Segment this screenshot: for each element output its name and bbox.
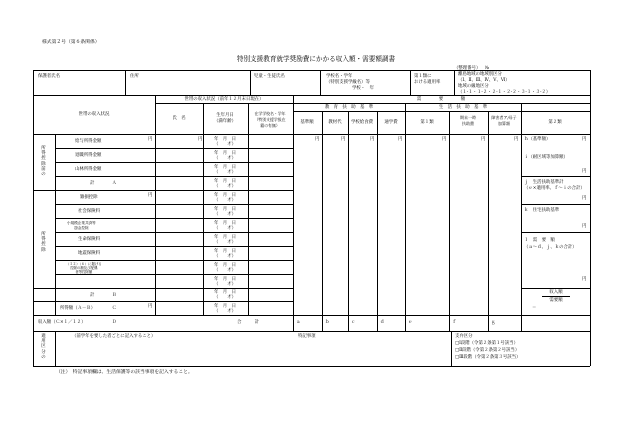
row-retire-label: 退職所得金額 <box>75 153 102 158</box>
row-smallbiz-a: 小規模企業共済等 <box>67 221 96 225</box>
birth-age: （ 才） <box>214 212 236 217</box>
right-i: ｉ（耐区域等加算額） <box>524 155 568 160</box>
row-ab-label: 所得額（Ａ－Ｂ） <box>60 306 96 311</box>
yen-mark: 円 <box>514 137 519 142</box>
code-d: Ｄ <box>112 320 117 325</box>
birth-age: （ 才） <box>214 268 236 273</box>
birth-date: 年 月 日 <box>214 193 236 198</box>
total-label: 合 計 <box>237 320 259 325</box>
row-smallbiz-label <box>67 221 96 231</box>
birth-date: 年 月 日 <box>214 179 236 184</box>
region-label-2: （Ⅰ、Ⅱ、Ⅲ、Ⅳ、Ⅴ、Ⅵ） <box>458 78 510 83</box>
code-a: Ａ <box>112 181 117 186</box>
enrolled-heading-1: 在学学校名・学年 <box>254 111 286 116</box>
grade-option-3[interactable]: □Ⅲ段階（令第２条第３号該当） <box>455 355 521 360</box>
school-label-2: （特別支援学級名）等 <box>326 80 370 85</box>
yen-mark: 円 <box>148 304 153 309</box>
birth-heading-1: 生年月日 <box>216 113 234 118</box>
div1-label-1: 第１類に <box>414 74 432 79</box>
row-other-b: 控除の額及び配偶 <box>70 266 98 270</box>
col-commute: 通学費 <box>384 120 398 125</box>
special-note-label: 特記事項 <box>298 334 316 339</box>
col-term-end-a: 期末一時 <box>460 115 476 120</box>
life-std-heading: 生 活 扶 助 基 準 <box>438 105 488 110</box>
school-label-1: 学校名・学年 <box>326 74 353 79</box>
bottom-section-label: 適用区分の <box>41 334 46 360</box>
name-heading: 氏 名 <box>172 116 186 121</box>
birth-date: 年 月 日 <box>214 235 236 240</box>
ratio-bar <box>542 296 570 297</box>
region-label-1: 離島地域の地域別区分 <box>458 72 502 77</box>
row-casualty-label: 雑損控除 <box>80 195 98 200</box>
birth-date: 年 月 日 <box>214 304 236 309</box>
birth-age: （ 才） <box>214 295 236 300</box>
row-social-label: 社会保険料 <box>78 209 100 214</box>
yen-mark: 円 <box>481 137 486 142</box>
birth-age: （ 才） <box>214 142 236 147</box>
col-materials: 教材代 <box>328 120 342 125</box>
birth-age: （ 才） <box>214 198 236 203</box>
birth-age: （ 才） <box>214 226 236 231</box>
row-other-c: 者等控除額 <box>75 270 93 274</box>
div1-label-2: おける適用率 <box>414 80 441 85</box>
letter-a: ａ <box>296 320 301 325</box>
guardian-name-label: 保護者氏名 <box>38 74 60 79</box>
address-label: 住所 <box>130 74 139 79</box>
region-label-3: 地域の級地区分 <box>458 84 489 89</box>
right-j-1: ｊ 生活扶助基準計 <box>524 180 564 185</box>
birth-date: 年 月 日 <box>214 263 236 268</box>
letter-g: ｇ <box>491 320 496 325</box>
ratio-equals: ＝ <box>532 306 537 311</box>
grade-title: 支弁区分 <box>455 334 473 339</box>
seiri-label: （整理番号） <box>454 66 481 71</box>
enrolled-heading-3: 籍の有無） <box>260 123 280 128</box>
code-c: Ｃ <box>112 306 117 311</box>
row-quake-label: 地震保険料 <box>78 251 100 256</box>
row-total-b-label: 計 <box>90 293 95 298</box>
yen-mark: 円 <box>370 137 375 142</box>
right-l-2: （ａ～ｄ、ｊ、ｋの合計） <box>524 245 577 250</box>
birth-age: （ 才） <box>214 240 236 245</box>
col-div1: 第１類 <box>420 120 434 125</box>
col-disabled-1: 障害者ア/母子 <box>491 115 517 120</box>
birth-heading-2: （満年齢） <box>214 119 236 124</box>
right-h: ｈ（基準額） <box>524 137 551 142</box>
col-disabled-2: 加算額 <box>498 121 510 126</box>
yen-mark: 円 <box>315 137 320 142</box>
row-smallbiz-b: 掛金控除 <box>74 226 89 230</box>
birth-age: （ 才） <box>214 282 236 287</box>
grade-option-1[interactable]: □Ⅰ段階（令第２条第１号該当） <box>455 341 518 346</box>
letter-b: ｂ <box>325 320 330 325</box>
letter-e: ｅ <box>408 320 413 325</box>
seiri-number: № <box>485 66 490 71</box>
row-total-a-label: 計 <box>90 181 95 186</box>
page-title: 特別支援教育就学奨励費にかかる収入額・需要額調書 <box>236 55 396 63</box>
birth-age: （ 才） <box>214 309 236 314</box>
yen-mark: 円 <box>398 137 403 142</box>
form-number: 様式第２号（第６条関係） <box>42 40 100 45</box>
col-lunch: 学校給食費 <box>351 120 373 125</box>
yen-mark: 円 <box>148 137 153 142</box>
ratio-income: 収入額 <box>549 290 563 295</box>
letter-f: ｆ <box>452 320 457 325</box>
school-label-3: 学校・ 年 <box>352 86 374 91</box>
birth-date: 年 月 日 <box>214 221 236 226</box>
bottom-note-header: （前学年を要した者ごとに記入すること） <box>72 334 156 339</box>
letter-d: ｄ <box>380 320 385 325</box>
birth-date: 年 月 日 <box>214 290 236 295</box>
child-name-label: 児童・生徒氏名 <box>254 74 285 79</box>
right-l-1: ｌ 需 要 額 <box>524 238 555 243</box>
birth-age: （ 才） <box>214 170 236 175</box>
row-income-label: 収入額（Ｃ×１／１２） <box>38 320 86 325</box>
section1-label: 所得控除前の <box>41 146 46 178</box>
yen-mark: 円 <box>148 193 153 198</box>
row-other-a: （１２）（６）に掲げる <box>66 262 102 266</box>
need-heading: 需 要 額 <box>416 97 466 102</box>
col-base: 基準額 <box>300 120 314 125</box>
section2-label: 所得控除 <box>41 232 46 253</box>
birth-date: 年 月 日 <box>214 137 236 142</box>
birth-age: （ 才） <box>214 156 236 161</box>
col-term-end-b: 扶助費 <box>462 121 474 126</box>
birth-date: 年 月 日 <box>214 207 236 212</box>
birth-age: （ 才） <box>214 184 236 189</box>
region-label-4: （１-１・１-２・２-１・２-２・３-１・３-２） <box>458 90 551 95</box>
yen-mark: 円 <box>341 137 346 142</box>
yen-mark: 円 <box>198 137 203 142</box>
enrolled-heading-2: （特別支援学級在 <box>254 117 286 122</box>
birth-date: 年 月 日 <box>214 277 236 282</box>
col-div2: 第２類 <box>548 120 562 125</box>
household-heading: 世帯の収入状況（前年１２月末日現在） <box>184 97 264 102</box>
edu-std-heading: 教 育 扶 助 基 準 <box>324 105 374 110</box>
ratio-need: 需要額 <box>549 298 563 303</box>
footnote: （注） 特記事項欄は、生活保護等の該当事項を記入すること。 <box>56 370 193 375</box>
row-life-label: 生命保険料 <box>78 237 100 242</box>
row-salary-label: 給与所得金額 <box>75 139 102 144</box>
letter-c: ｃ <box>351 320 356 325</box>
birth-date: 年 月 日 <box>214 165 236 170</box>
birth-age: （ 才） <box>214 254 236 259</box>
birth-date: 年 月 日 <box>214 151 236 156</box>
birth-date: 年 月 日 <box>214 249 236 254</box>
right-k: ｋ 住宅扶助基準 <box>524 208 560 213</box>
yen-mark: 円 <box>582 169 587 174</box>
row-other-label <box>66 262 102 274</box>
yen-mark: 円 <box>582 137 587 142</box>
col-term-end <box>460 115 476 127</box>
yen-mark: 円 <box>582 224 587 229</box>
code-b: Ｂ <box>112 293 117 298</box>
yen-mark: 円 <box>582 196 587 201</box>
income-status-heading: 世帯の収入状況 <box>78 112 110 117</box>
right-j-2: （ｅ×適用率、ｆ～ｉの合計） <box>524 186 585 191</box>
row-forest-label: 山林所得金額 <box>75 167 102 172</box>
yen-mark: 円 <box>442 137 447 142</box>
yen-mark: 円 <box>582 277 587 282</box>
grade-option-2[interactable]: □Ⅱ段階（令第２条第２号該当） <box>455 348 520 353</box>
